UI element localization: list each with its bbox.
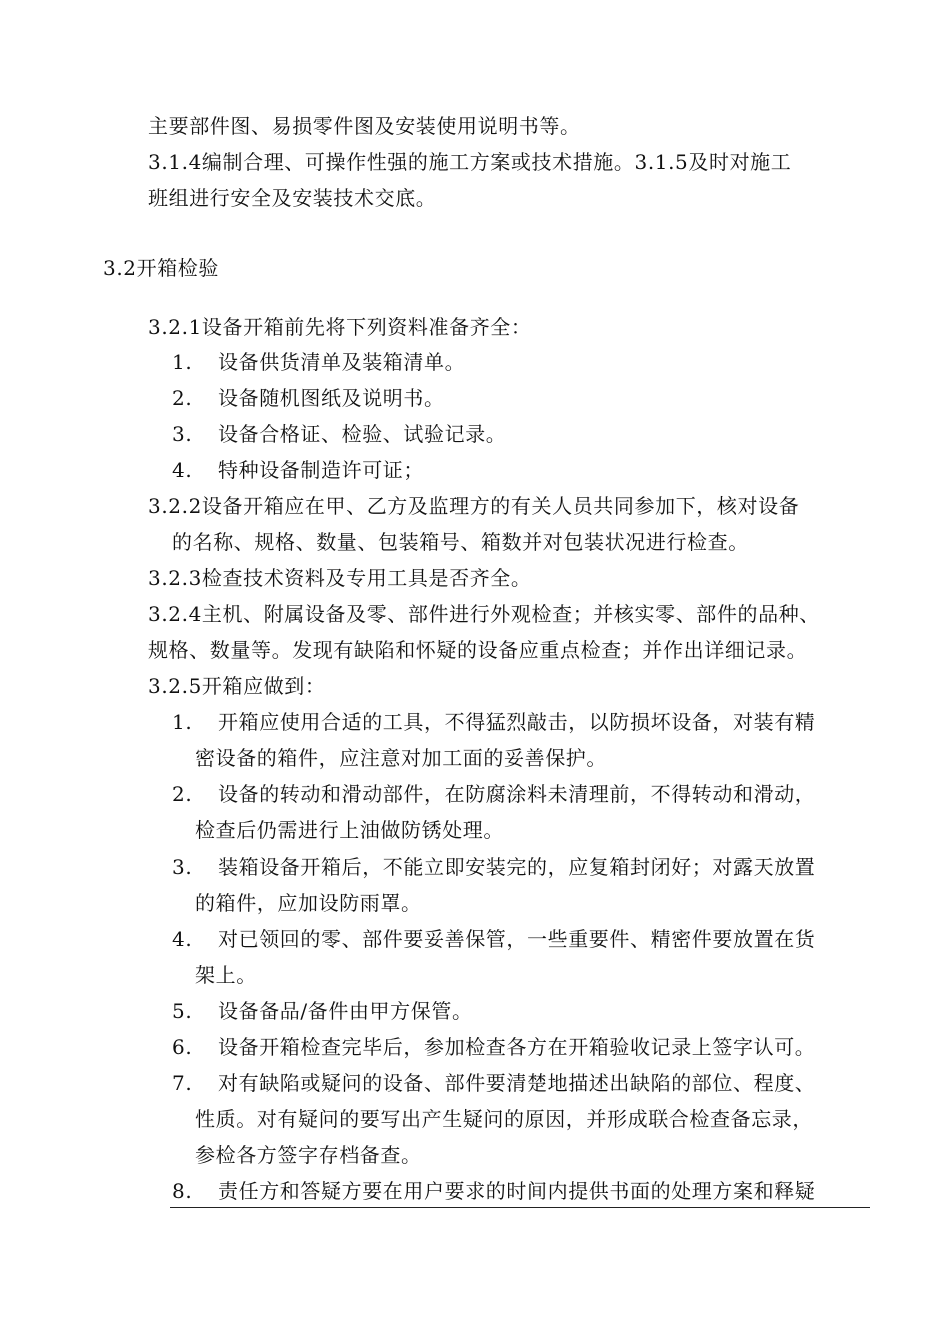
list-number: 1. [172,710,193,734]
list-item-text: 设备随机图纸及说明书。 [218,386,445,410]
paragraph-line: 3.2.4主机、附属设备及零、部件进行外观检查；并核实零、部件的品种、 [148,602,820,626]
list-number: 4. [172,458,193,482]
list-item [172,853,815,881]
paragraph-line: 的名称、规格、数量、包装箱号、箱数并对包装状况进行检查。 [172,530,749,554]
list-item-continuation: 密设备的箱件，应注意对加工面的妥善保护。 [195,746,607,770]
paragraph-line: 3.1.4编制合理、可操作性强的施工方案或技术措施。3.1.5及时对施工 [148,150,792,174]
list-item-text: 开箱应使用合适的工具，不得猛烈敲击，以防损坏设备，对装有精 [218,710,816,734]
paragraph-line: 3.2.5开箱应做到： [148,674,326,698]
paragraph-line: 3.2.2设备开箱应在甲、乙方及监理方的有关人员共同参加下，核对设备 [148,494,800,518]
list-number: 6. [172,1035,193,1059]
list-item-text: 设备的转动和滑动部件，在防腐涂料未清理前，不得转动和滑动， [218,782,816,806]
list-item-continuation: 检查后仍需进行上油做防锈处理。 [195,818,504,842]
list-number: 1. [172,350,193,374]
list-item [172,1177,815,1205]
list-item [172,1033,815,1061]
list-item-continuation: 架上。 [195,963,257,987]
list-item [172,456,424,484]
list-item [172,384,445,412]
list-item-text: 对有缺陷或疑问的设备、部件要清楚地描述出缺陷的部位、程度、 [218,1071,816,1095]
list-item [172,420,506,448]
list-item-text: 设备供货清单及装箱清单。 [218,350,466,374]
list-number: 4. [172,927,193,951]
list-number: 8. [172,1179,193,1203]
footer-rule [170,1207,870,1208]
list-item-continuation: 性质。对有疑问的要写出产生疑问的原因，并形成联合检查备忘录， [195,1107,813,1131]
list-item [172,348,465,376]
list-item-text: 特种设备制造许可证； [218,458,424,482]
list-number: 2. [172,782,193,806]
list-item-text: 设备合格证、检验、试验记录。 [218,422,507,446]
list-item-text: 设备开箱检查完毕后，参加检查各方在开箱验收记录上签字认可。 [218,1035,816,1059]
list-item [172,997,473,1025]
paragraph-line: 主要部件图、易损零件图及安装使用说明书等。 [148,114,581,138]
section-heading: 3.2开箱检验 [103,256,220,280]
list-item-text: 装箱设备开箱后，不能立即安装完的，应复箱封闭好；对露天放置 [218,855,816,879]
paragraph-line: 3.2.1设备开箱前先将下列资料准备齐全： [148,315,532,339]
list-number: 3. [172,855,193,879]
list-number: 2. [172,386,193,410]
list-number: 3. [172,422,193,446]
list-item [172,780,815,808]
paragraph-line: 班组进行安全及安装技术交底。 [148,186,437,210]
list-item-continuation: 的箱件，应加设防雨罩。 [195,891,422,915]
list-number: 7. [172,1071,193,1095]
paragraph-line: 3.2.3检查技术资料及专用工具是否齐全。 [148,566,532,590]
list-number: 5. [172,999,193,1023]
list-item-text: 设备备品/备件由甲方保管。 [218,999,473,1023]
list-item [172,1069,815,1097]
list-item-text: 责任方和答疑方要在用户要求的时间内提供书面的处理方案和释疑 [218,1179,816,1203]
paragraph-line: 规格、数量等。发现有缺陷和怀疑的设备应重点检查；并作出详细记录。 [148,638,808,662]
list-item [172,925,815,953]
list-item [172,708,815,736]
list-item-text: 对已领回的零、部件要妥善保管，一些重要件、精密件要放置在货 [218,927,816,951]
list-item-continuation: 参检各方签字存档备查。 [195,1143,422,1167]
